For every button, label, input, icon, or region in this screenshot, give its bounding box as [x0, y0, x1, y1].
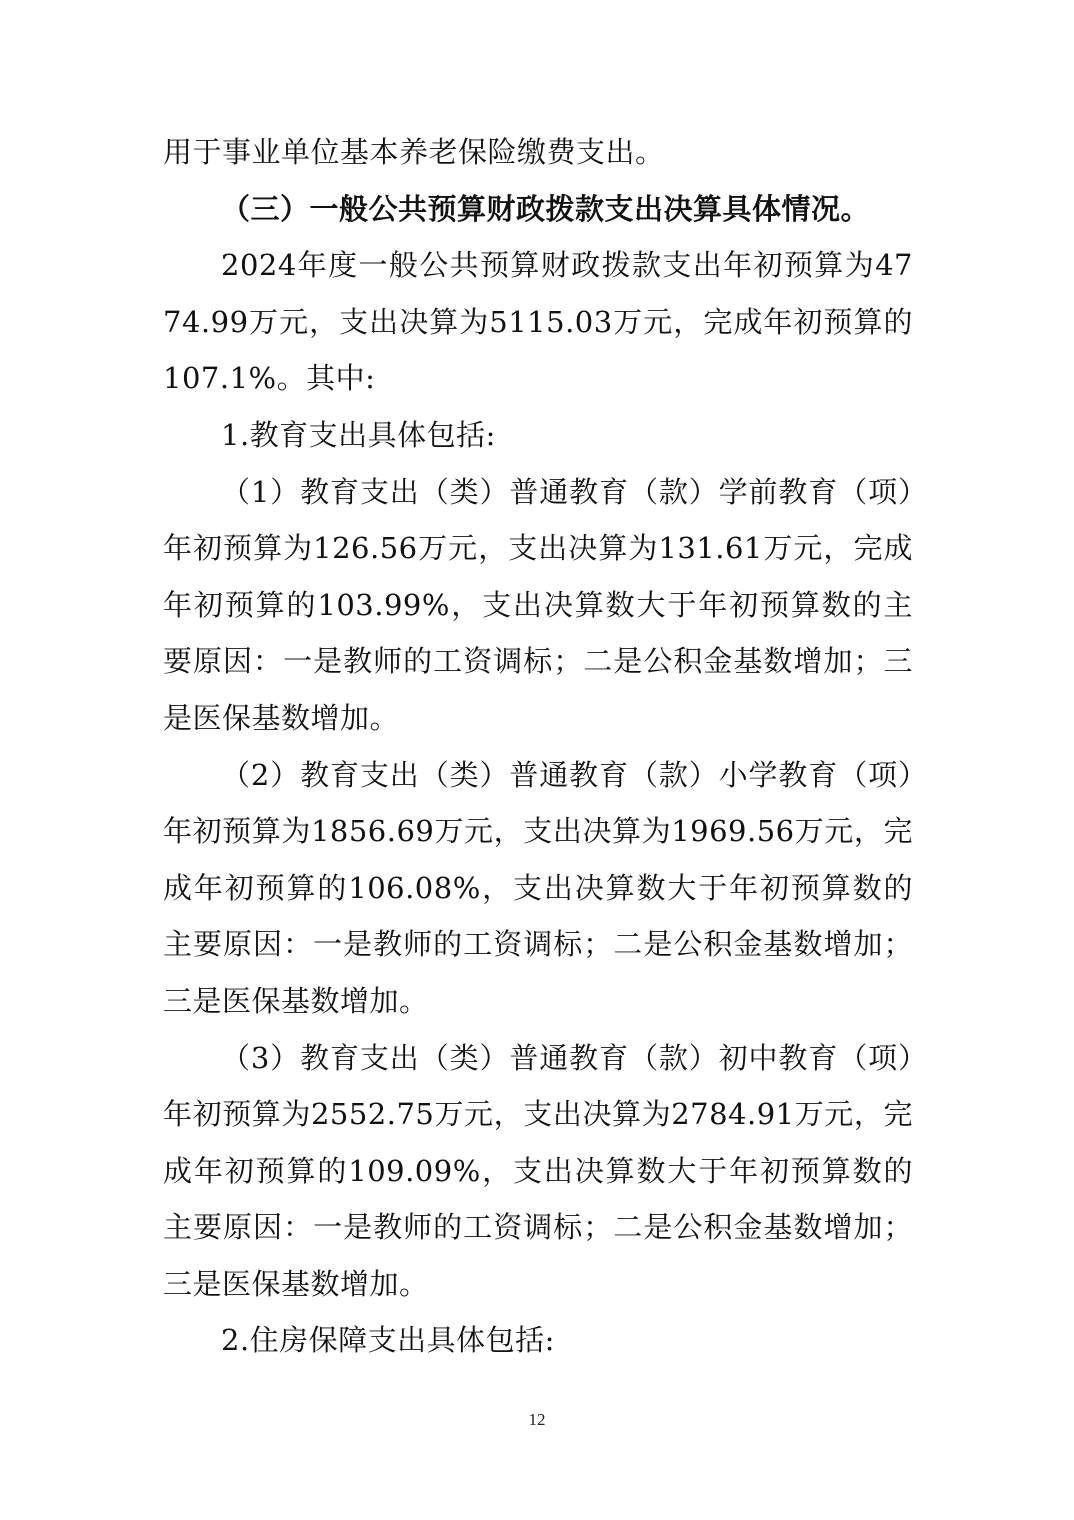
section-heading: （三）一般公共预算财政拨款支出决算具体情况。 [221, 191, 871, 226]
subsection-heading-education: 1.教育支出具体包括: [221, 417, 496, 452]
document-body [163, 124, 913, 1369]
paragraph-junior-high-education: （3）教育支出（类）普通教育（款）初中教育（项）年初预算为2552.75万元，支出决算为2784.91万元，完成年初预算的109.09%，支出决算数大于年初预算数的主要原因：一是教师的工资调标；二是公积金基数增加；三是医保基数增加。 [163, 1040, 913, 1301]
paragraph-summary: 2024年度一般公共预算财政拨款支出年初预算为4774.99万元，支出决算为5115.03万元，完成年初预算的107.1%。其中: [163, 248, 913, 396]
paragraph-preschool-education: （1）教育支出（类）普通教育（款）学前教育（项）年初预算为126.56万元，支出决算为131.61万元，完成年初预算的103.99%，支出决算数大于年初预算数的主要原因：一是教师的工资调标；二是公积金基数增加；三是医保基数增加。 [163, 474, 913, 735]
paragraph-continuation: 用于事业单位基本养老保险缴费支出。 [163, 135, 665, 169]
page-number: 12 [528, 1410, 546, 1429]
subsection-heading-housing: 2.住房保障支出具体包括: [221, 1323, 555, 1358]
paragraph-primary-education: （2）教育支出（类）普通教育（款）小学教育（项）年初预算为1856.69万元，支出决算为1969.56万元，完成年初预算的106.08%，支出决算数大于年初预算数的主要原因：一是教师的工资调标；二是公积金基数增加；三是医保基数增加。 [163, 757, 913, 1018]
